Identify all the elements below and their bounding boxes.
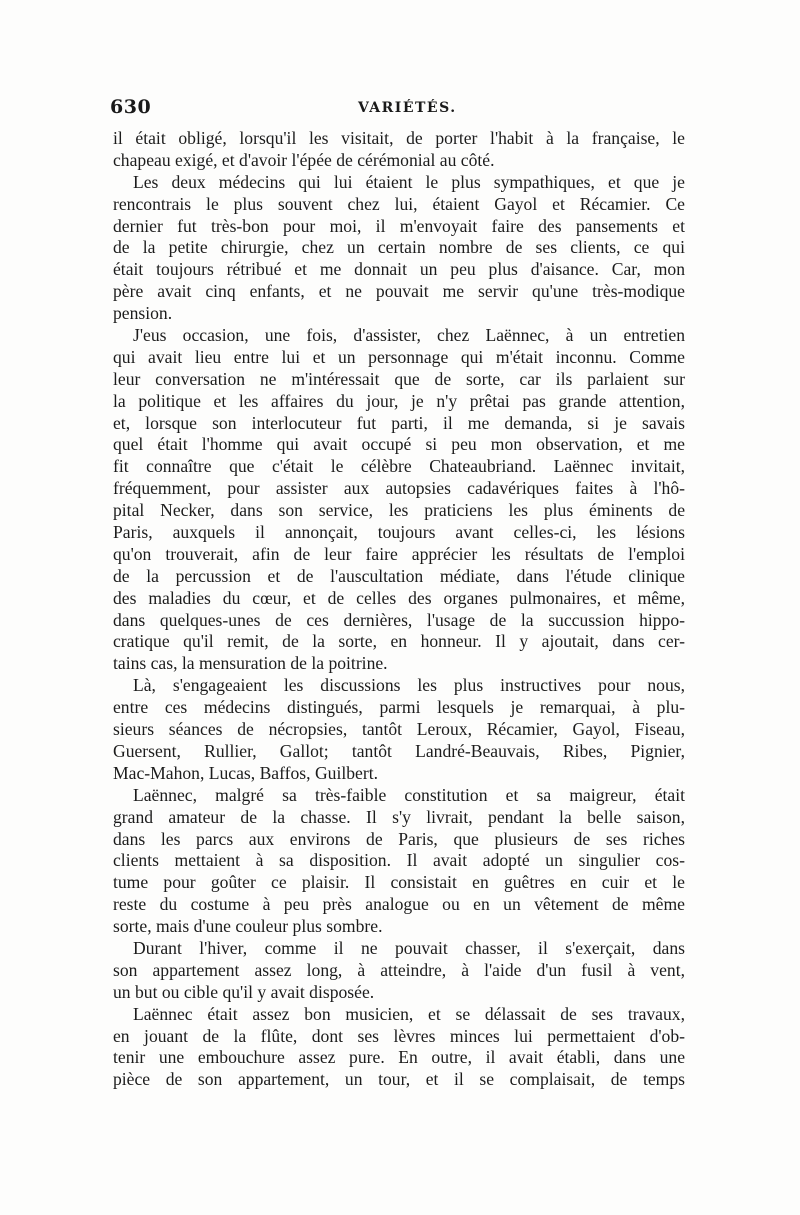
text-line: il était obligé, lorsqu'il les visitait, de porter l'habit à la française, le [113, 128, 685, 148]
text-line: pital Necker, dans son service, les praticiens les plus éminents de [113, 500, 685, 521]
text-line: un but ou cible qu'il y avait disposée. [113, 981, 375, 1002]
text-line: Là, s'engageaient les discussions les plus instructives pour nous, [133, 675, 685, 696]
text-line: sieurs séances de nécropsies, tantôt Leroux, Récamier, Gayol, Fiseau, [113, 719, 685, 740]
text-line: fit connaître que c'était le célèbre Chateaubriand. Laënnec invitait, [113, 456, 685, 477]
text-line: Paris, auxquels il annonçait, toujours avant celles-ci, les lésions [113, 522, 685, 543]
text-line: cratique qu'il remit, de la sorte, en honneur. Il y ajoutait, dans cer- [113, 631, 685, 652]
page-header [110, 96, 690, 122]
text-line: dernier fut très-bon pour moi, il m'envoyait faire des pansements et [113, 215, 685, 236]
paragraph [113, 1004, 685, 1092]
text-line: son appartement assez long, à atteindre, à l'aide d'un fusil à vent, [113, 959, 685, 980]
text-line: pièce de son appartement, un tour, et il se complaisait, de temps [113, 1069, 685, 1090]
text-line: la politique et les affaires du jour, je n'y prêtai pas grande attention, [113, 390, 685, 411]
text-line: qui avait lieu entre lui et un personnage qui m'était inconnu. Comme [113, 346, 685, 367]
text-line: rencontrais le plus souvent chez lui, étaient Gayol et Récamier. Ce [113, 193, 685, 214]
text-line: de la petite chirurgie, chez un certain nombre de ses clients, ce qui [113, 237, 685, 258]
paragraph [113, 172, 685, 325]
text-line: quel était l'homme qui avait occupé si peu mon observation, et me [113, 434, 685, 455]
text-line: Laënnec était assez bon musicien, et se délassait de ses travaux, [133, 1003, 685, 1024]
text-line: J'eus occasion, une fois, d'assister, chez Laënnec, à un entretien [133, 325, 685, 346]
paragraph [113, 325, 685, 675]
text-line: des maladies du cœur, et de celles des organes pulmonaires, et même, [113, 587, 685, 608]
paragraph [113, 785, 685, 938]
text-line: chapeau exigé, et d'avoir l'épée de cérémonial au côté. [113, 149, 495, 170]
text-line: leur conversation ne m'intéressait que de sorte, car ils parlaient sur [113, 368, 685, 389]
paragraph [113, 675, 685, 784]
text-line: père avait cinq enfants, et ne pouvait me servir qu'une très-modique [113, 281, 685, 302]
text-line: entre ces médecins distingués, parmi lesquels je remarquai, à plu- [113, 697, 685, 718]
text-line: tenir une embouchure assez pure. En outre, il avait établi, dans une [113, 1047, 685, 1068]
paragraph [113, 128, 685, 172]
text-line: clients mettaient à sa disposition. Il avait adopté un singulier cos- [113, 850, 685, 871]
text-line: Mac-Mahon, Lucas, Baffos, Guilbert. [113, 762, 378, 783]
text-line: grand amateur de la chasse. Il s'y livrait, pendant la belle saison, [113, 806, 685, 827]
text-line: et, lorsque son interlocuteur fut parti, il me demanda, si je savais [113, 412, 685, 433]
text-line: tume pour goûter ce plaisir. Il consistait en guêtres en cuir et le [113, 872, 685, 893]
text-line: Durant l'hiver, comme il ne pouvait chasser, il s'exerçait, dans [133, 937, 685, 958]
text-line: fréquemment, pour assister aux autopsies cadavériques faites à l'hô- [113, 478, 685, 499]
body-text [113, 128, 685, 1091]
text-line: en jouant de la flûte, dont ses lèvres minces lui permettaient d'ob- [113, 1025, 685, 1046]
text-line: de la percussion et de l'auscultation médiate, dans l'étude clinique [113, 565, 685, 586]
text-line: reste du costume à peu près analogue ou en un vêtement de même [113, 894, 685, 915]
text-line: Les deux médecins qui lui étaient le plus sympathiques, et que je [133, 171, 685, 192]
text-line: tains cas, la mensuration de la poitrine. [113, 653, 388, 674]
text-line: dans les parcs aux environs de Paris, que plusieurs de ses riches [113, 828, 685, 849]
text-line: pension. [113, 303, 173, 324]
text-line: Guersent, Rullier, Gallot; tantôt Landré-Beauvais, Ribes, Pignier, [113, 740, 685, 761]
text-line: dans quelques-unes de ces dernières, l'usage de la succussion hippo- [113, 609, 685, 630]
text-line: était toujours rétribué et me donnait un peu plus d'aisance. Car, mon [113, 259, 685, 280]
paragraph [113, 938, 685, 1004]
page-number: 630 [110, 96, 152, 118]
text-line: qu'on trouverait, afin de leur faire apprécier les résultats de l'emploi [113, 543, 685, 564]
text-line: Laënnec, malgré sa très-faible constitution et sa maigreur, était [133, 784, 685, 805]
text-line: sorte, mais d'une couleur plus sombre. [113, 916, 383, 937]
running-head: VARIÉTÉS. [358, 100, 457, 116]
